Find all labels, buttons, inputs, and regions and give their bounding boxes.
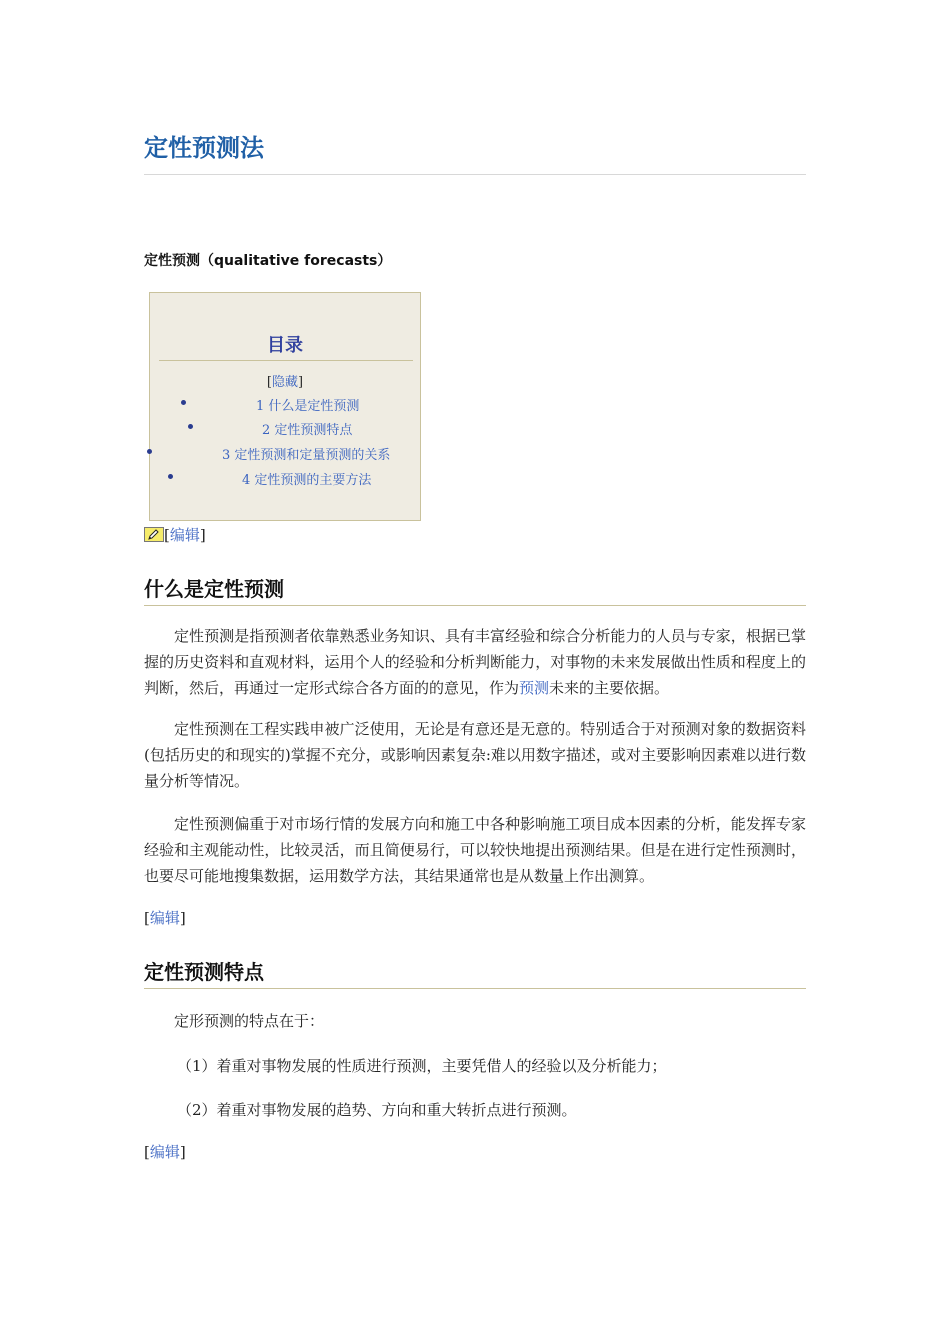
toc-title: 目录 [267,335,303,356]
toc-item-characteristics[interactable]: 2 定性预测特点 [262,423,353,438]
table-of-contents [149,292,421,521]
toc-item-relationship[interactable]: 3 定性预测和定量预测的关系 [222,448,391,463]
edit-row-top: [编辑] [144,524,206,546]
list-item: （1）着重对事物发展的性质进行预测，主要凭借人的经验以及分析能力； [177,1057,667,1075]
toc-bullet [188,424,193,429]
title-divider [144,174,806,175]
toc-bullet [181,400,186,405]
toc-bullet [168,474,173,479]
toc-divider [159,360,413,361]
section-heading-characteristics: 定性预测特点 [144,960,264,984]
page-title: 定性预测法 [144,134,264,162]
toc-hide-toggle: [隐藏] [266,375,304,390]
edit-link[interactable]: 编辑 [169,526,200,544]
section-divider [144,988,806,989]
toc-item-methods[interactable]: 4 定性预测的主要方法 [242,473,372,488]
forecast-link[interactable]: 预测 [519,679,550,697]
pencil-icon[interactable] [144,527,164,542]
paragraph: 定性预测在工程实践申被广泛使用，无论是有意还是无意的。特别适合于对预测对象的数据资料(包括历史的和现实的)掌握不充分，或影响因素复杂:难以用数字描述，或对主要影响因素难以进行数量分析等情况。 [144,720,806,790]
edit-link[interactable]: 编辑 [149,909,180,927]
edit-row-section-1: [编辑] [144,909,186,927]
paragraph: 定形预测的特点在于： [174,1012,325,1030]
edit-link[interactable]: 编辑 [149,1143,180,1161]
toc-item-what-is[interactable]: 1 什么是定性预测 [256,399,360,414]
list-item: （2）着重对事物发展的趋势、方向和重大转折点进行预测。 [177,1101,577,1119]
paragraph: 定性预测偏重于对市场行情的发展方向和施工中各种影响施工项目成本因素的分析，能发挥专家经验和主观能动性，比较灵活，而且简便易行，可以较快地提出预测结果。但是在进行定性预测时，也要尽可能地搜集数据，运用数学方法，其结果通常也是从数量上作出测算。 [144,815,806,885]
paragraph: 定性预测是指预测者依靠熟悉业务知识、具有丰富经验和综合分析能力的人员与专家，根据已掌握的历史资料和直观材料，运用个人的经验和分析判断能力，对事物的未来发展做出性质和程度上的判断，然后，再通过一定形式综合各方面的的意见，作为预测未来的主要依据。 [144,627,806,697]
toc-bullet [147,449,152,454]
edit-row-section-2: [编辑] [144,1143,186,1161]
section-heading-what-is: 什么是定性预测 [144,577,284,601]
article-subtitle: 定性预测（qualitative forecasts） [144,253,392,269]
toc-hide-link[interactable]: 隐藏 [271,375,298,390]
section-divider [144,605,806,606]
